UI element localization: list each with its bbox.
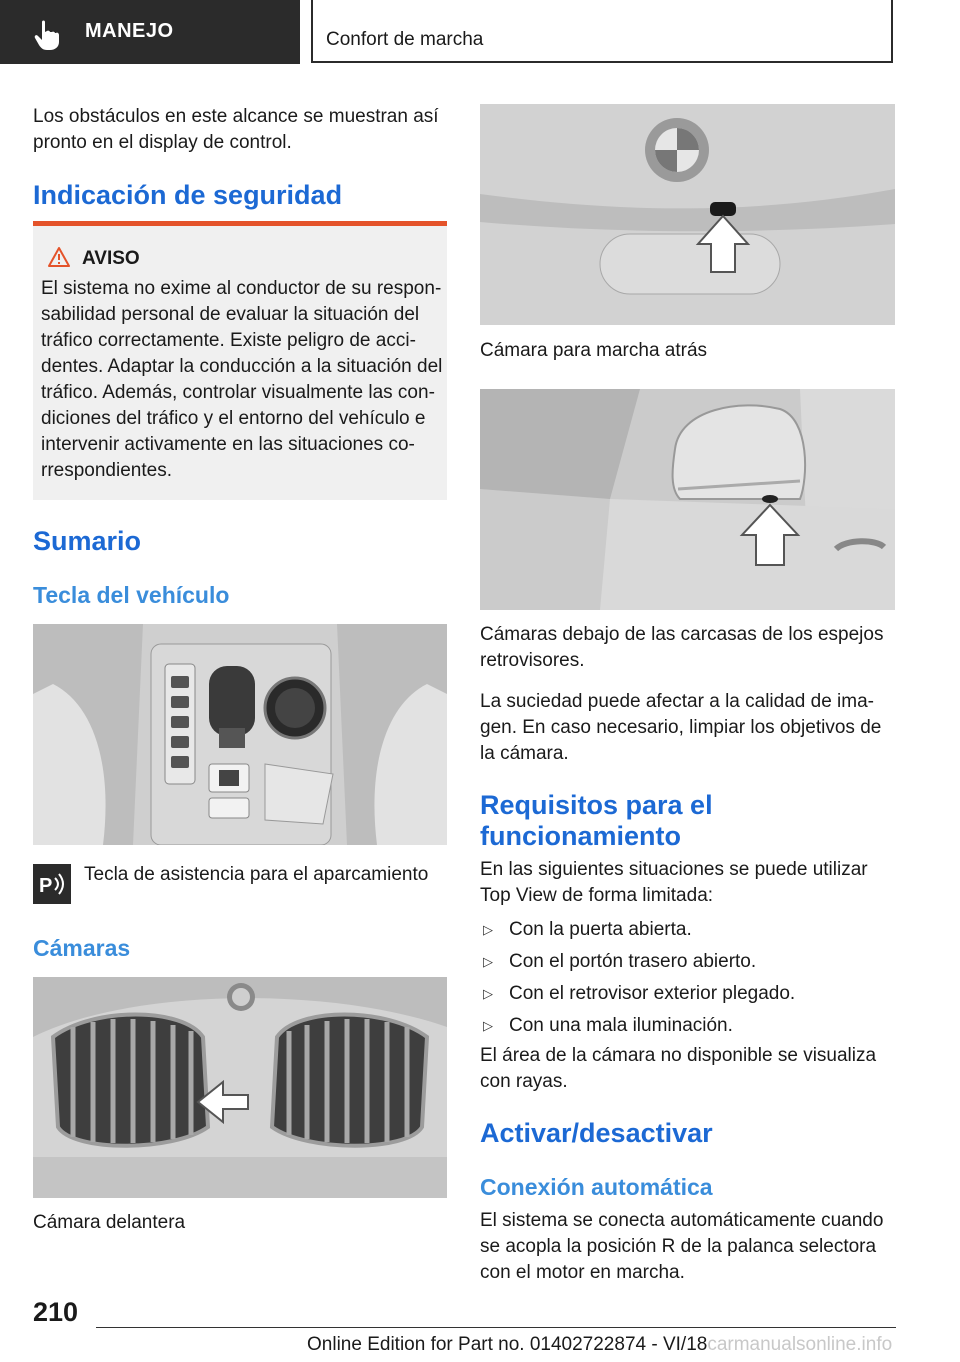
activate-heading: Activar/desactivar	[480, 1118, 713, 1148]
list-item: ▷ Con una mala iluminación.	[483, 1015, 733, 1036]
auto-heading: Conexión automática	[480, 1174, 713, 1200]
section-tab	[0, 0, 300, 64]
requirements-intro: En las siguientes situaciones se puede utilizar Top View de forma limitada:	[480, 859, 868, 906]
rear-camera-caption: Cámara para marcha atrás	[480, 340, 708, 361]
svg-text:P: P	[39, 875, 53, 897]
warning-title: AVISO	[82, 248, 140, 269]
dirt-note: La suciedad puede afectar a la calidad de imagen. En caso necesario, limpiar los objetivos de la cámara.	[480, 691, 882, 764]
footer-divider	[96, 1327, 896, 1328]
unavailable-note: El área de la cámara no disponible se visualiza con rayas.	[480, 1045, 877, 1092]
pointing-hand-icon	[30, 18, 64, 52]
bullet-triangle-icon: ▷	[483, 954, 493, 969]
watermark: carmanualsonline.info	[707, 1334, 893, 1355]
parking-assist-button-icon	[33, 864, 71, 904]
auto-text: El sistema se conecta automáticamente cuando se acopla la posición R de la palanca selectora con el motor en marcha.	[480, 1210, 884, 1283]
chapter-title: Confort de marcha	[326, 29, 484, 50]
front-camera-caption: Cámara delantera	[33, 1212, 186, 1233]
bullet-triangle-icon: ▷	[483, 986, 493, 1001]
bullet-triangle-icon: ▷	[483, 1018, 493, 1033]
safety-heading: Indicación de seguridad	[33, 180, 343, 210]
mirror-camera-image	[480, 389, 895, 610]
rear-camera-image	[480, 104, 895, 325]
summary-heading: Sumario	[33, 526, 142, 556]
page-number: 210	[33, 1297, 79, 1327]
key-caption: Tecla de asistencia para el aparcamiento	[84, 864, 429, 885]
list-item: ▷ Con la puerta abierta.	[483, 919, 692, 940]
warning-body: El sistema no exime al conductor de su responsabilidad personal de evaluar la situación del tráfico correctamente. Existe peligro de accidentes. Adaptar la conducción a la situación del tráfico. Además, controlar visualmente las condiciones del tráfico y el entorno del vehículo e intervenir activamente en las situaciones correspondientes.	[41, 278, 443, 481]
list-item: ▷ Con el retrovisor exterior plegado.	[483, 983, 796, 1004]
footer-edition: Online Edition for Part no. 01402722874 - VI/18carmanualsonline.info	[307, 1334, 893, 1355]
requirements-heading: Requisitos para el funcionamiento	[480, 790, 713, 851]
requirements-list	[480, 917, 900, 1045]
bullet-triangle-icon: ▷	[483, 922, 493, 937]
intro-paragraph: Los obstáculos en este alcance se muestran así pronto en el display de control.	[33, 106, 439, 153]
vehicle-key-heading: Tecla del vehículo	[33, 582, 230, 608]
warning-box	[33, 226, 447, 500]
front-camera-image	[33, 977, 447, 1198]
center-console-image	[33, 624, 447, 845]
list-item: ▷ Con el portón trasero abierto.	[483, 951, 757, 972]
mirror-cameras-caption: Cámaras debajo de las carcasas de los espejos retrovisores.	[480, 624, 884, 671]
section-title: MANEJO	[85, 20, 174, 42]
chapter-header	[311, 0, 893, 63]
warning-triangle-icon	[47, 246, 71, 268]
cameras-heading: Cámaras	[33, 935, 131, 961]
